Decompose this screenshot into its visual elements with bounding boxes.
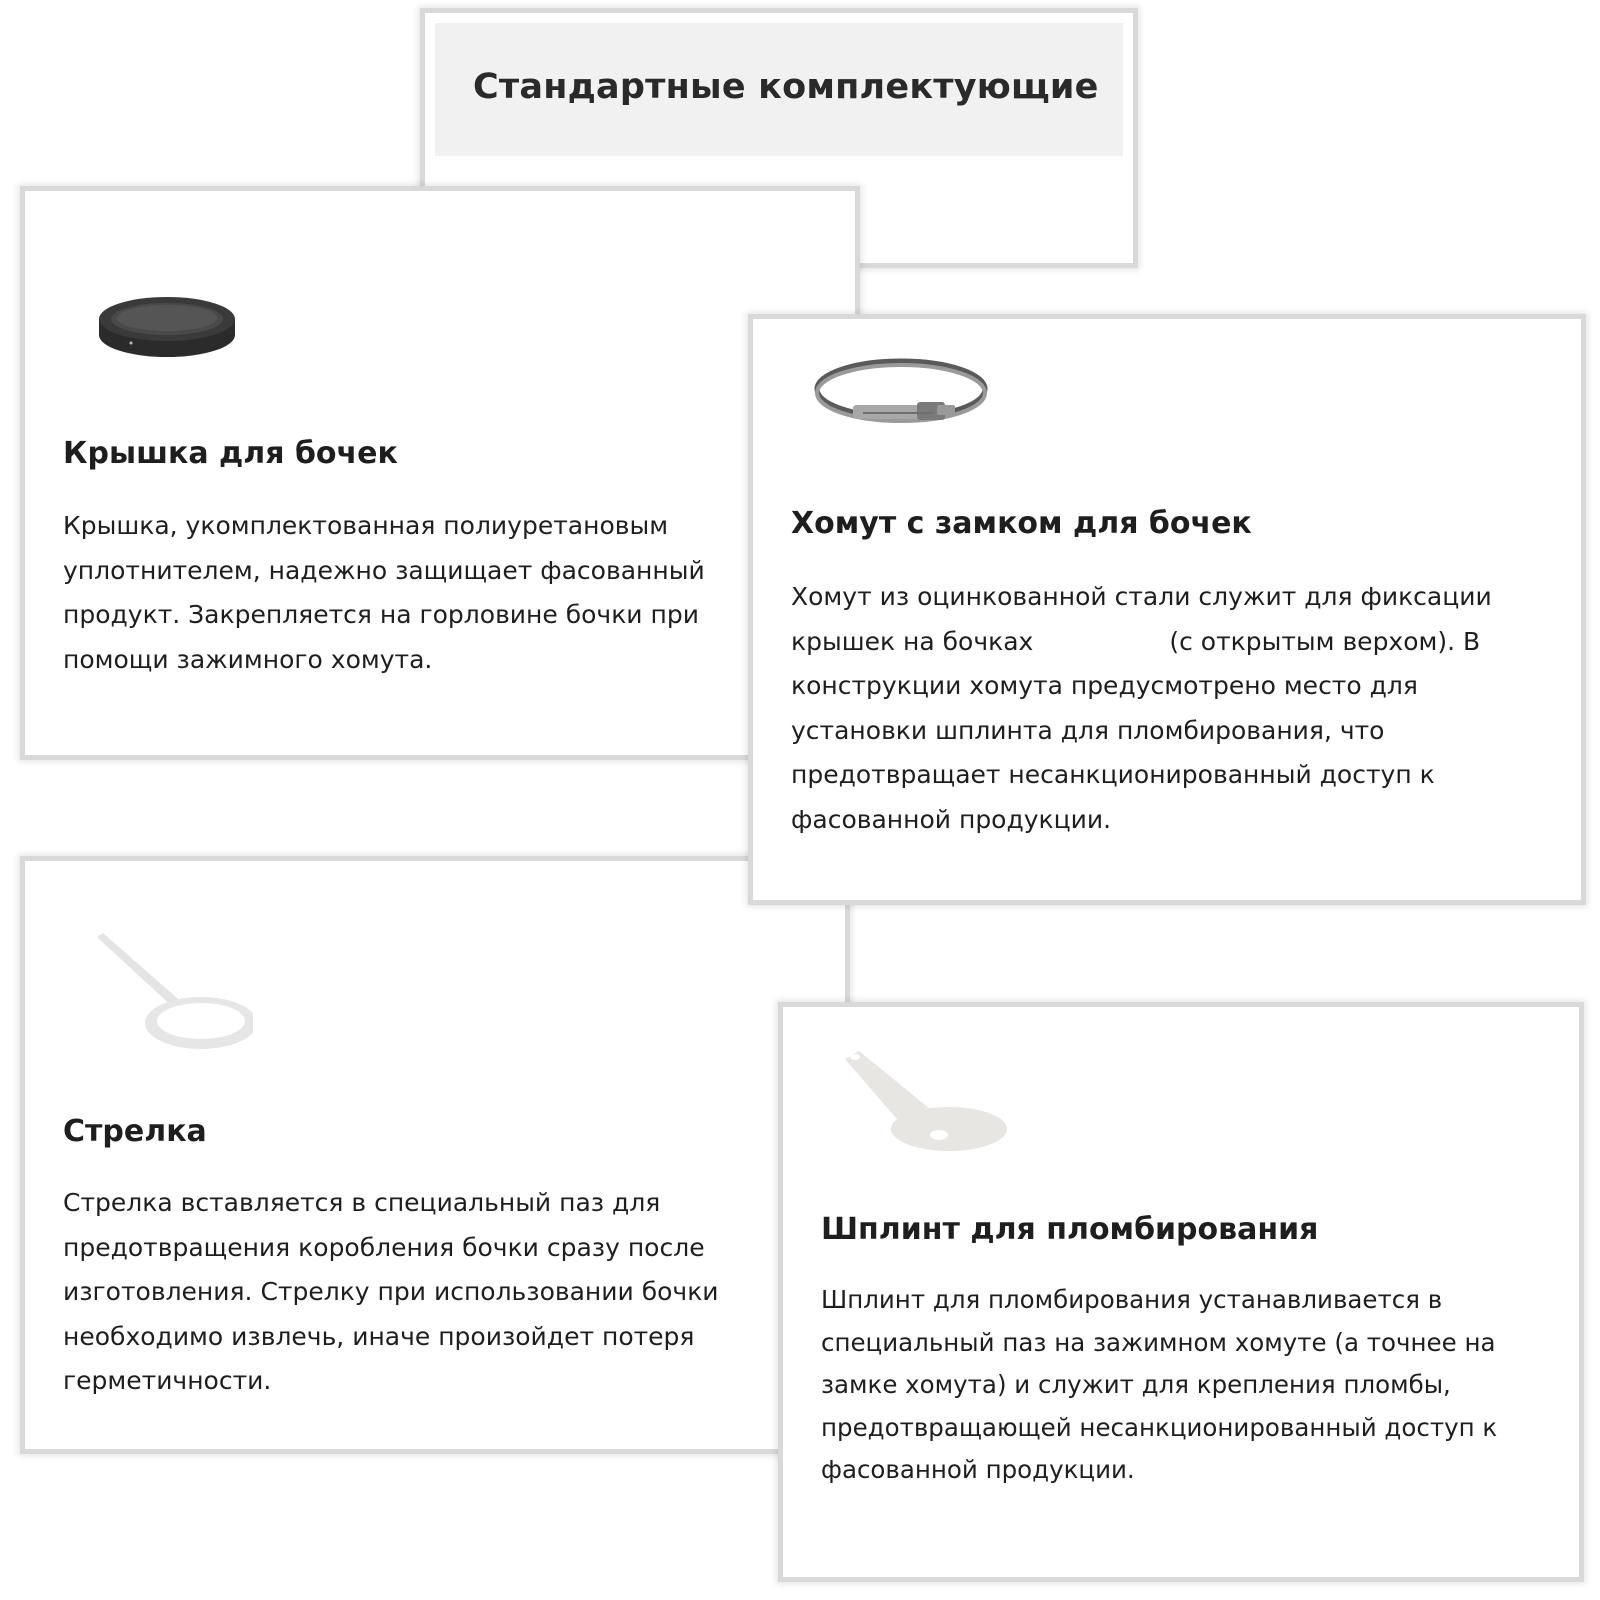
description-line: фасованной продукции. — [821, 1455, 1135, 1484]
description-line: помощи зажимного хомута. — [63, 644, 433, 674]
description-line: продукт. Закрепляется на горловине бочки при — [63, 600, 699, 629]
description-line: (с открытым верхом). В — [1169, 626, 1481, 656]
product-card-lid — [20, 186, 860, 760]
card-title: Хомут с замком для бочек — [791, 506, 1252, 541]
header-band — [435, 23, 1123, 156]
description-line: установки шплинта для пломбирования, что — [791, 715, 1385, 745]
description-line: Хомут из оцинкованной стали служит для фиксации — [791, 582, 1492, 611]
drum-lid-icon — [97, 291, 237, 365]
description-line: предотвращает несанкционированный доступ к — [791, 760, 1435, 789]
product-card-clamp — [748, 314, 1586, 905]
card-title: Стрелка — [63, 1114, 207, 1149]
card-title: Крышка для бочек — [63, 436, 398, 471]
description-line: необходимо извлечь, иначе произойдет потеря — [63, 1321, 695, 1351]
description-line: предотвращающей несанкционированный доступ к — [821, 1412, 1498, 1442]
card-title: Шплинт для пломбирования — [821, 1212, 1319, 1247]
arrow-ring-icon — [93, 931, 253, 1065]
description-line: герметичности. — [63, 1366, 272, 1395]
card-description — [821, 1279, 1561, 1492]
card-description — [63, 504, 783, 682]
clamp-ring-icon — [813, 347, 993, 441]
description-line: Шплинт для пломбирования устанавливается в — [821, 1285, 1443, 1314]
description-line: фасованной продукции. — [791, 804, 1112, 834]
description-line: специальный паз на зажимном хомуте (а точнее на — [821, 1327, 1496, 1357]
product-card-seal-pin — [778, 1002, 1584, 1582]
product-card-arrow — [20, 856, 850, 1454]
card-description — [791, 575, 1551, 842]
description-line: изготовления. Стрелку при использовании бочки — [63, 1277, 719, 1306]
seal-pin-icon — [839, 1049, 1009, 1163]
description-line: замке хомута) и служит для крепления пломбы, — [821, 1370, 1451, 1399]
description-line: Крышка, укомплектованная полиуретановым — [63, 511, 669, 540]
description-line: уплотнителем, надежно защищает фасованный — [63, 555, 705, 585]
description-line: Стрелка вставляется в специальный паз для — [63, 1188, 661, 1217]
card-description — [63, 1181, 803, 1404]
description-line: предотвращения коробления бочки сразу после — [63, 1232, 705, 1262]
description-line: крышек на бочках — [791, 626, 1034, 656]
page-title: Стандартные комплектующие — [473, 67, 1099, 107]
description-line: конструкции хомута предусмотрено место для — [791, 671, 1418, 700]
